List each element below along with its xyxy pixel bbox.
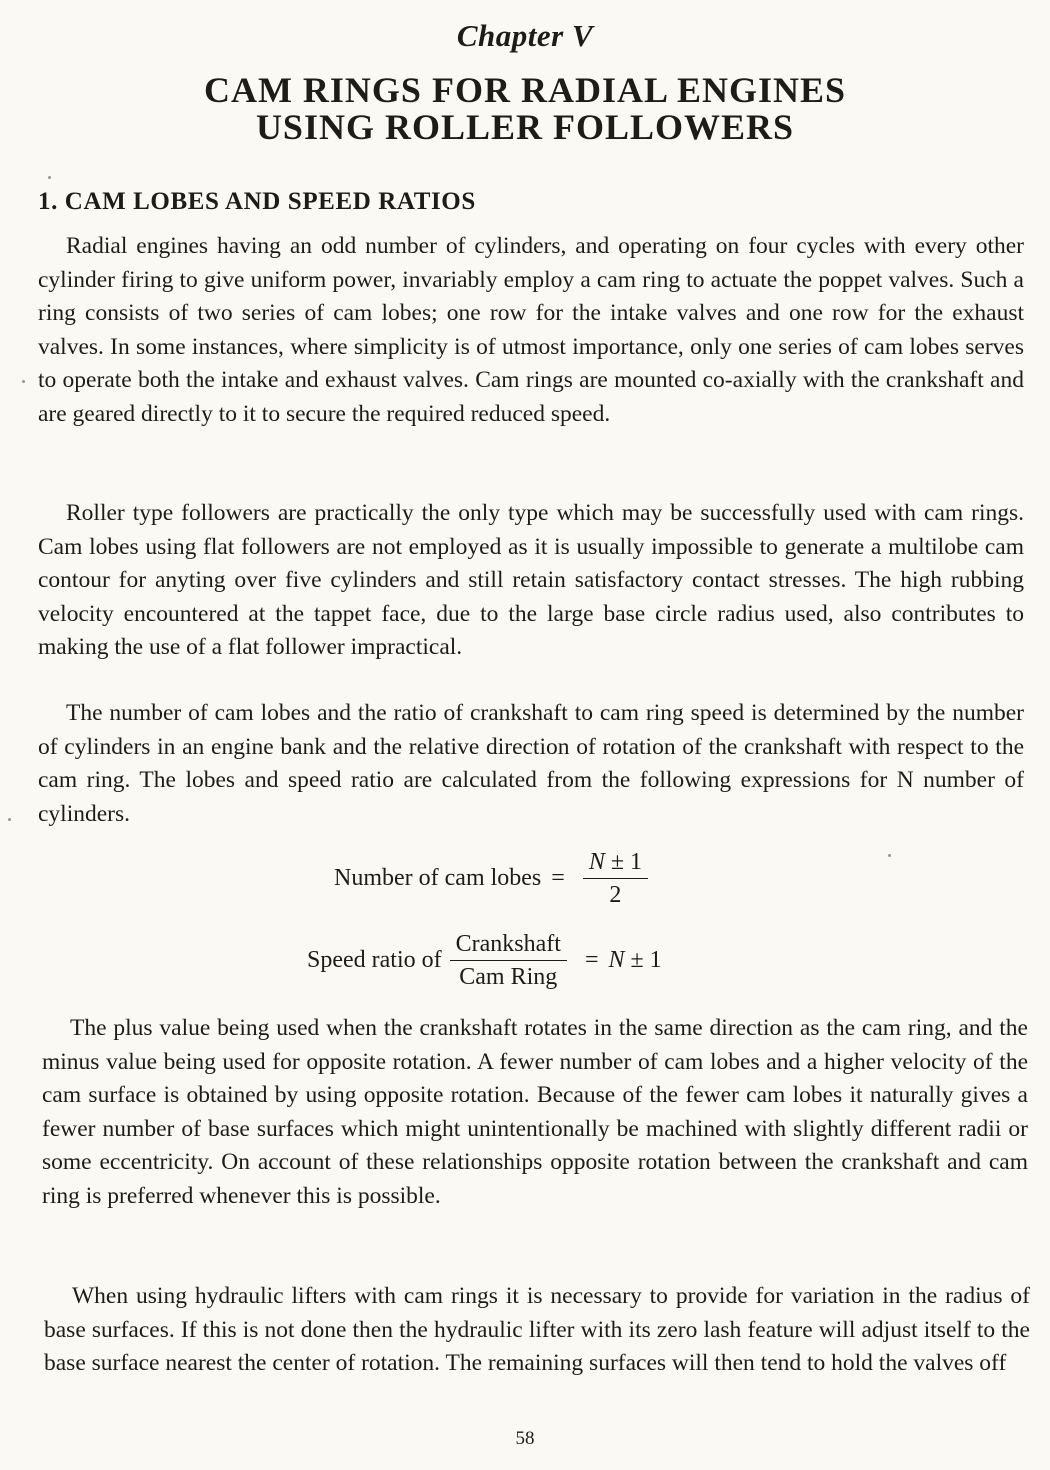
variable-n: N (608, 947, 625, 973)
equation-cam-lobes (334, 848, 656, 909)
fraction-numerator (583, 848, 648, 879)
paragraph-1: Radial engines having an odd number of cylinders, and operating on four cycles with every other cylinder firing to give uniform power, invariably employ a cam ring to actuate the poppet valves. Such a ring consists of two series of cam lobes; one row for the intake valves and one row for the exhaust valves. In some instances, where simplicity is of utmost importance, only one series of cam lobes serves to operate both the intake and exhaust valves. Cam rings are mounted co-axially with the crankshaft and are geared directly to it to secure the required reduced speed. (38, 233, 1024, 427)
chapter-title (0, 72, 1050, 146)
fraction (583, 848, 648, 909)
paragraph-4: The plus value being used when the crankshaft rotates in the same direction as the cam ring, and the minus value being used for opposite rotation. A fewer number of cam lobes and a higher velocity of the cam surface is obtained by using opposite rotation. Because of the fewer cam lobes it naturally gives a fewer number of base surfaces which might unintentionally be machined with slightly different radii or some eccentricity. On account of these relationships opposite rotation between the crankshaft and cam ring is preferred whenever this is possible. (42, 1015, 1028, 1209)
equals-sign: = (584, 947, 599, 973)
fraction-denominator: 2 (609, 882, 622, 908)
equation-speed-ratio (307, 930, 662, 991)
plus-minus-one: ± 1 (630, 947, 662, 973)
fraction-denominator: Cam Ring (459, 964, 558, 990)
fraction (450, 930, 567, 991)
scan-speck (22, 380, 25, 383)
equation-lhs: Speed ratio of (307, 947, 442, 973)
fraction-numerator: Crankshaft (450, 930, 567, 961)
variable-n: N (588, 849, 605, 875)
chapter-title-line-1: CAM RINGS FOR RADIAL ENGINES (203, 70, 847, 110)
chapter-title-line-2: USING ROLLER FOLLOWERS (255, 107, 795, 147)
scan-speck (888, 854, 891, 857)
section-heading: 1. CAM LOBES AND SPEED RATIOS (38, 188, 476, 215)
page-number: 58 (515, 1428, 535, 1449)
paragraph-5: When using hydraulic lifters with cam rings it is necessary to provide for variation in the radius of base surfaces. If this is not done then the hydraulic lifter with its zero lash feature will adjust itself to the base surface nearest the center of rotation. The remaining surfaces will then tend to hold the valves off (44, 1283, 1030, 1376)
equation-lhs: Number of cam lobes (334, 865, 542, 891)
chapter-label: Chapter V (456, 18, 594, 53)
paragraph-2: Roller type followers are practically the only type which may be successfully used with cam rings. Cam lobes using flat followers are not employed as it is usually impossible to generate a multilobe cam contour for anyting over five cylinders and still retain satisfactory contact stresses. The high rubbing velocity encountered at the tappet face, due to the large base circle radius used, also contributes to making the use of a flat follower impractical. (38, 500, 1024, 660)
paragraph-3: The number of cam lobes and the ratio of crankshaft to cam ring speed is determined by the number of cylinders in an engine bank and the relative direction of rotation of the crankshaft with respect to the cam ring. The lobes and speed ratio are calculated from the following expressions for N number of cylinders. (38, 700, 1024, 827)
scan-speck (8, 818, 11, 821)
equals-sign: = (551, 865, 565, 891)
scan-speck (48, 176, 51, 179)
plus-minus-one: ± 1 (610, 849, 643, 875)
